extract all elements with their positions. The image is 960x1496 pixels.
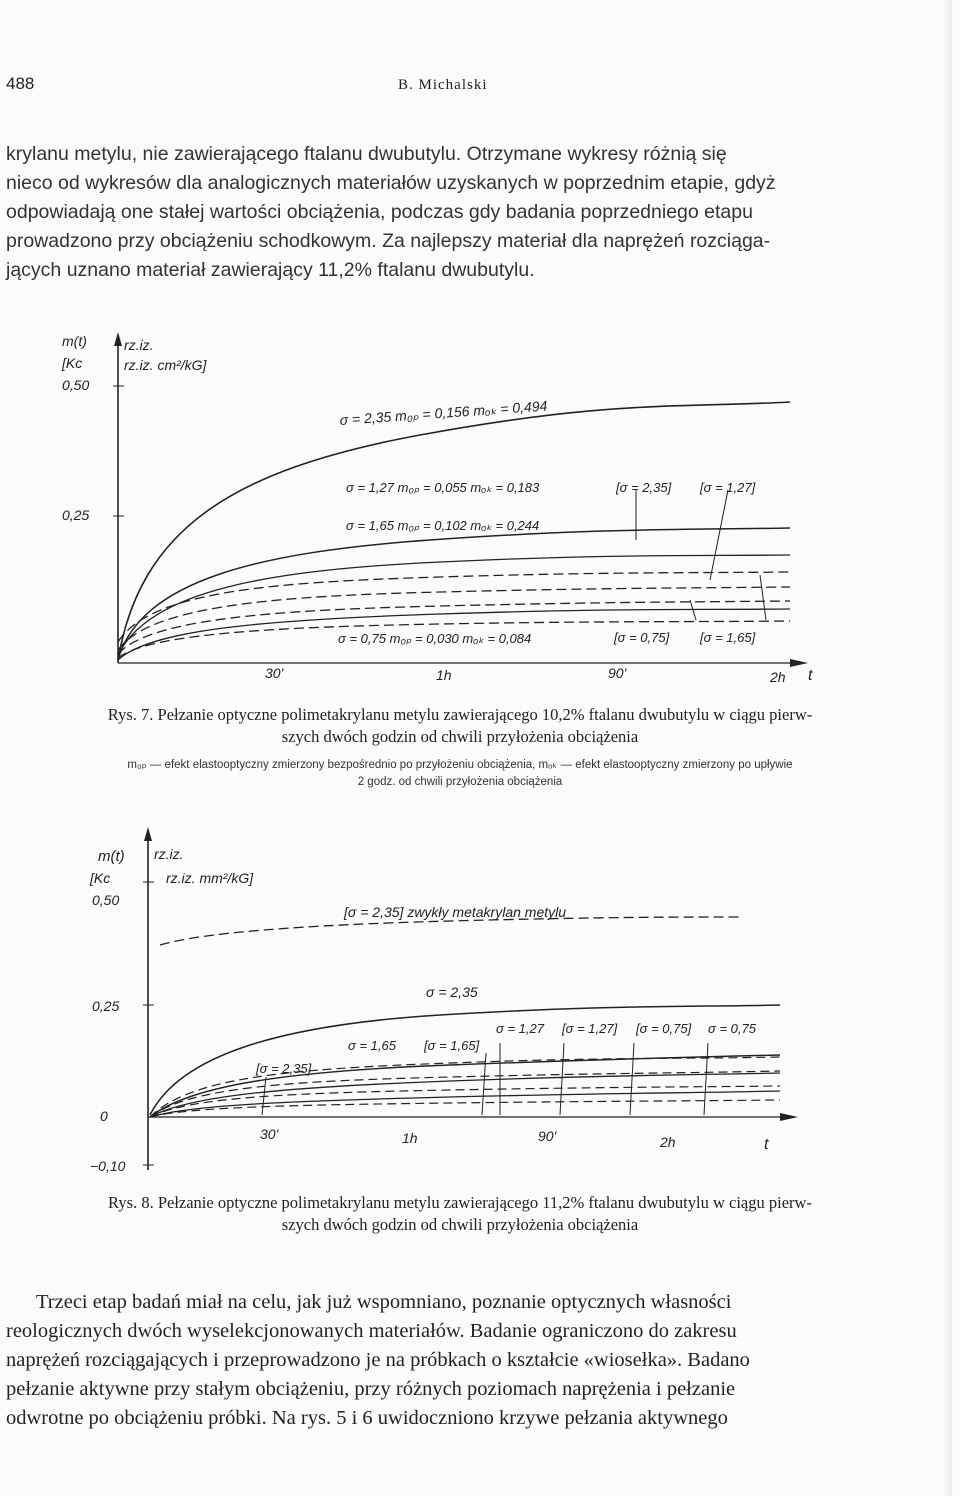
y-tick-label: 0,25	[62, 507, 90, 523]
top-paragraph	[6, 140, 896, 285]
x-tick-label: 90'	[538, 1128, 557, 1144]
figure-7-plot	[0, 330, 960, 685]
y-axis-arrow	[144, 827, 152, 841]
text-line: prowadzono przy obciążeniu schodkowym. Za najlepszy materiał dla naprężeń rozciąga-	[6, 230, 771, 252]
figure-7	[0, 330, 960, 685]
note-text: m₀ₚ — efekt elastooptyczny zmierzony bezpośrednio po przyłożeniu obciążenia, mₒₖ — efekt elastooptyczny zmierzony po upływie	[127, 759, 793, 771]
bottom-paragraph	[6, 1288, 896, 1433]
curve-sigma-1-27	[150, 1055, 780, 1117]
x-axis-label: t	[764, 1136, 769, 1153]
annotation: σ = 1,27 m₀ₚ = 0,055 mₒₖ = 0,183	[346, 480, 540, 495]
x-tick-label: 1h	[402, 1130, 418, 1146]
x-tick-label: 90'	[608, 665, 627, 681]
y-tick-label: 0,50	[92, 892, 120, 908]
curve-sigma-0-75	[150, 1091, 780, 1117]
caption-text: Pełzanie optyczne polimetakrylanu metylu zawierającego 10,2% ftalanu dwubutylu w ciągu pierw-	[157, 705, 813, 724]
leader-line	[704, 1043, 708, 1115]
x-tick-label: 2h	[770, 669, 786, 685]
annotation: [σ = 1,65]	[700, 630, 756, 645]
x-tick-label: 30'	[265, 665, 284, 681]
caption-text: szych dwóch godzin od chwili przyłożenia obciążenia	[281, 1215, 639, 1234]
caption-text: szych dwóch godzin od chwili przyłożenia obciążenia	[281, 727, 639, 746]
leader-line	[630, 1043, 634, 1115]
curve-reference	[160, 917, 740, 945]
y-tick-label: 0,25	[92, 998, 120, 1014]
annotation: σ = 2,35 m₀ₚ = 0,156 mₒₖ = 0,494	[339, 397, 548, 428]
y-unit-2: rz.iz. cm²/kG]	[124, 357, 207, 373]
caption-label: Rys. 8.	[108, 1193, 154, 1212]
annotation: [σ = 1,27]	[700, 480, 756, 495]
annotation: σ = 0,75 m₀ₚ = 0,030 mₒₖ = 0,084	[338, 631, 532, 646]
annotation: σ = 1,27	[496, 1021, 544, 1036]
annotation: [σ = 1,65]	[424, 1038, 480, 1053]
x-axis-label: t	[808, 667, 813, 684]
curve-reverse-1-27	[150, 1086, 780, 1117]
text-line: odwrotne po obciążeniu próbki. Na rys. 5 i 6 uwidoczniono krzywe pełzania aktywnego	[6, 1407, 728, 1429]
y-tick-label: 0	[100, 1108, 108, 1124]
page-edge-shadow	[942, 0, 952, 1496]
text-line: Trzeci etap badań miał na celu, jak już wspomniano, poznanie optycznych własności	[36, 1291, 732, 1313]
annotation: [σ = 2,35]	[256, 1061, 312, 1076]
curve-reverse-0-75	[150, 1100, 780, 1117]
text-line: reologicznych dwóch wyselekcjonowanych materiałów. Badanie ograniczono do zakresu	[6, 1320, 737, 1342]
annotation: σ = 2,35	[426, 984, 478, 1000]
leader-line	[560, 1043, 564, 1115]
annotation: [σ = 0,75]	[636, 1021, 692, 1036]
annotation: [σ = 0,75]	[614, 630, 670, 645]
y-label-2: [Kc	[62, 355, 83, 371]
text-line: odpowiadają one stałej wartości obciążenia, podczas gdy badania poprzedniego etapu	[6, 201, 753, 223]
annotation: [σ = 2,35] zwykły metakrylan metylu	[344, 904, 567, 920]
y-tick-label: 0,50	[62, 377, 90, 393]
annotation: σ = 0,75	[708, 1021, 756, 1036]
annotation: [σ = 1,27]	[562, 1021, 618, 1036]
caption-7	[10, 704, 910, 748]
figure-8	[0, 825, 960, 1190]
y-label-1: m(t)	[98, 848, 125, 865]
y-tick-label: −0,10	[90, 1158, 126, 1174]
x-axis-arrow	[780, 1113, 798, 1121]
running-head: B. Michalski	[398, 77, 488, 93]
leader-line	[710, 490, 728, 580]
page-header	[0, 74, 960, 104]
annotation: σ = 1,65	[348, 1038, 396, 1053]
text-line: nieco od wykresów dla analogicznych materiałów uzyskanych w poprzednim etapie, gdyż	[6, 172, 776, 194]
note-text: 2 godz. od chwili przyłożenia obciążenia	[357, 776, 563, 788]
x-tick-label: 1h	[436, 667, 452, 683]
leader-line	[760, 575, 766, 620]
x-tick-label: 2h	[660, 1134, 676, 1150]
y-unit-1: rz.iz.	[124, 337, 154, 353]
text-line: krylanu metylu, nie zawierającego ftalanu dwubutylu. Otrzymane wykresy różnią się	[6, 143, 727, 165]
y-axis-arrow	[114, 332, 122, 346]
y-unit-2: rz.iz. mm²/kG]	[166, 870, 254, 886]
annotation: σ = 1,65 m₀ₚ = 0,102 mₒₖ = 0,244	[346, 518, 540, 533]
text-line: naprężeń rozciągających i przeprowadzono je na próbkach o kształcie «wiosełka». Badano	[6, 1349, 750, 1371]
x-tick-label: 30'	[260, 1126, 279, 1142]
figure-8-plot	[0, 825, 960, 1190]
text-line: pełzanie aktywne przy stałym obciążeniu, przy różnych poziomach naprężenia i pełzanie	[6, 1378, 736, 1400]
y-label-2: [Kc	[90, 870, 111, 886]
y-label-1: m(t)	[62, 333, 87, 349]
x-axis-arrow	[790, 659, 808, 667]
y-unit-1: rz.iz.	[154, 846, 184, 862]
caption-text: Pełzanie optyczne polimetakrylanu metylu zawierającego 11,2% ftalanu dwubutylu w ciągu pierw-	[157, 1193, 812, 1212]
text-line: jących uznano materiał zawierający 11,2% ftalanu dwubutylu.	[6, 259, 535, 281]
annotation: [σ = 2,35]	[616, 480, 672, 495]
caption-7-note	[10, 757, 910, 791]
page-number: 488	[6, 74, 35, 93]
caption-label: Rys. 7.	[107, 705, 154, 724]
caption-8	[10, 1192, 910, 1236]
